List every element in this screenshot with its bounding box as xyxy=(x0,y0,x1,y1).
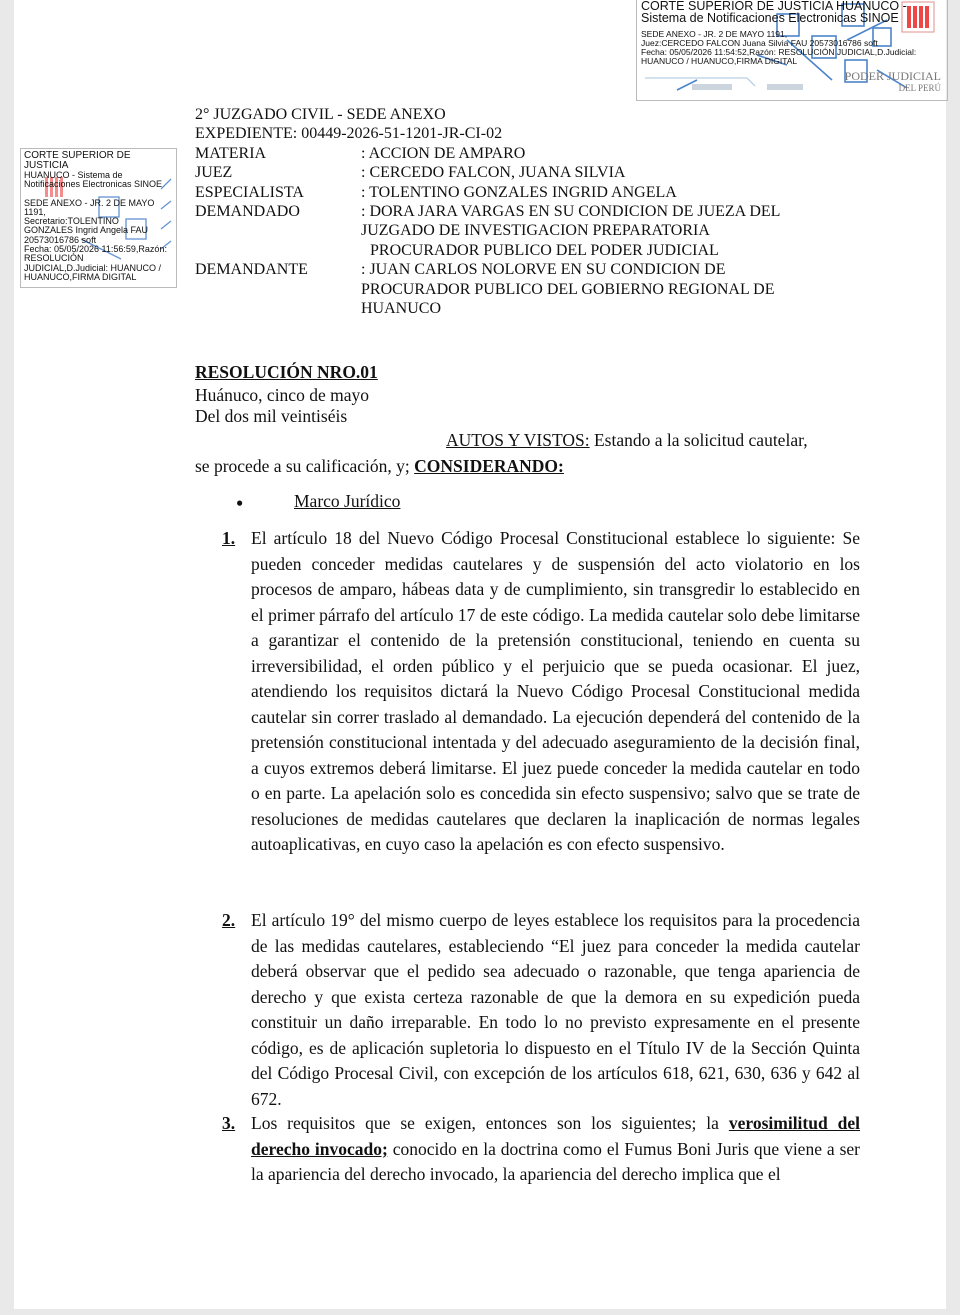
header-value: : TOLENTINO GONZALES INGRID ANGELA xyxy=(361,183,677,201)
autos-text-2: se procede a su calificación, y; xyxy=(195,456,415,476)
header-row-demandante xyxy=(195,260,855,318)
stamp-line: JUDICIAL,D.Judicial: HUANUCO / xyxy=(24,262,162,273)
stamp-line: 1191, xyxy=(24,206,46,217)
poder-judicial-logo xyxy=(845,70,941,94)
header-row-demandado xyxy=(195,202,855,260)
case-number: EXPEDIENTE: 00449-2026-51-1201-JR-CI-02 xyxy=(195,125,503,143)
header-row-especialista xyxy=(195,183,855,202)
header-value: : DORA JARA VARGAS EN SU CONDICION DE JUEZA DEL xyxy=(361,203,781,221)
header-row-materia xyxy=(195,144,855,163)
item-text xyxy=(251,1111,860,1188)
resolution-place: Huánuco, cinco de mayo xyxy=(195,385,369,405)
header-value-cont: JUZGADO DE INVESTIGACION PREPARATORIA xyxy=(361,222,710,240)
header-label: DEMANDADO xyxy=(195,203,300,221)
section-heading xyxy=(236,491,901,512)
header-value-block xyxy=(361,260,855,318)
header-value-cont: PROCURADOR PUBLICO DEL GOBIERNO REGIONAL DE xyxy=(361,280,775,298)
stamp-line: HUANUCO / HUANUCO,FIRMA DIGITAL xyxy=(641,56,798,66)
stamp-line: CORTE SUPERIOR DE JUSTICIA xyxy=(24,150,131,171)
item-number: 3. xyxy=(222,1113,236,1133)
stamp-line: Notificaciones Electronicas SINOE xyxy=(24,179,163,190)
autos-text: Estando a la solicitud cautelar, xyxy=(589,430,808,450)
header-row-juez xyxy=(195,163,855,182)
stamp-line: Fecha: 05/05/2026 11:56:59,Razón: xyxy=(24,244,167,255)
stamp-line: HUANUCO,FIRMA DIGITAL xyxy=(24,271,137,282)
item-number: 1. xyxy=(222,528,236,548)
item-text-a: Los requisitos que se exigen, entonces son los siguientes; la xyxy=(251,1113,729,1133)
header-value-cont: PROCURADOR PUBLICO DEL PODER JUDICIAL xyxy=(370,241,719,259)
stamp-line: Fecha: 05/05/2026 11:54:52,Razón: RESOLUCIÓN JUDICIAL,D.Judicial: xyxy=(641,47,917,57)
header-label: DEMANDANTE xyxy=(195,261,308,279)
header-value: : CERCEDO FALCON, JUANA SILVIA xyxy=(361,164,626,182)
considerando-item-3 xyxy=(222,1111,860,1188)
header-label: ESPECIALISTA xyxy=(195,183,304,201)
court-name: 2° JUZGADO CIVIL - SEDE ANEXO xyxy=(195,106,446,123)
header-value-block xyxy=(361,202,855,260)
considerando-item-2 xyxy=(222,908,860,1112)
document-page xyxy=(14,0,946,1309)
autos-label: AUTOS Y VISTOS: xyxy=(446,430,590,450)
stamp-line: Secretario:TOLENTINO xyxy=(24,216,119,227)
stamp-line: SEDE ANEXO - JR. 2 DE MAYO 1191, xyxy=(641,29,788,39)
item-text: El artículo 19° del mismo cuerpo de leyes establece los requisitos para la procedencia de las medidas cautelares, estableciendo “El juez para conceder la medida cautelar deberá observar que el pedido sea adecuado o razonable, que tenga apariencia de derecho y que exista certeza razonable de que la demora en su expedición pueda constituir un daño irreparable. En todo lo no previsto expresamente en el presente código, es de aplicación supletoria lo dispuesto en el Título IV de la Sección Quinta del Código Procesal Civil, con excepción de los artículos 618, 621, 630, 636 y 642 al 672. xyxy=(251,910,860,1109)
stamp-line: 20573016786 soft xyxy=(24,234,97,245)
considerando-item-1 xyxy=(222,526,860,858)
logo-line: DEL PERÚ xyxy=(898,83,941,93)
header-label: MATERIA xyxy=(195,144,267,162)
digital-signature-stamp-secretary xyxy=(20,148,177,288)
stamp-line: GONZALES Ingrid Angela FAU xyxy=(24,225,149,236)
considerando-label: CONSIDERANDO: xyxy=(414,456,564,476)
stamp-line: SEDE ANEXO - JR. 2 DE MAYO xyxy=(24,197,155,208)
autos-first-line xyxy=(195,427,860,453)
header-value: : ACCION DE AMPARO xyxy=(361,144,526,162)
logo-line: PODER JUDICIAL xyxy=(844,69,941,83)
section-heading-text: Marco Jurídico xyxy=(294,491,401,511)
stamp-line: RESOLUCIÓN xyxy=(24,253,84,264)
resolution-title: RESOLUCIÓN NRO.01 xyxy=(195,362,378,382)
case-header xyxy=(195,105,855,318)
digital-signature-stamp-judge xyxy=(636,0,948,101)
item-emphasis: verosimilitud del derecho invocado; xyxy=(251,1113,860,1159)
item-number: 2. xyxy=(222,910,236,930)
item-text-b: conocido en la doctrina como el Fumus Boni Juris que viene a ser la apariencia del derecho invocado, la apariencia del derecho implica que el xyxy=(251,1138,860,1184)
item-text: El artículo 18 del Nuevo Código Procesal Constitucional establece lo siguiente: Se pueden conceder medidas cautelares y de suspensión del acto violatorio en los procesos de amparo, hábeas data y de cumplimiento, sin transgredir lo establecido en el primer párrafo del artículo 17 de este código. La medida cautelar solo debe limitarse a garantizar el contenido de la pretensión constitucional, teniendo en cuenta su irreversibilidad, el orden público y el perjuicio que se pueda ocasionar. El juez, atendiendo los requisitos dictará la Nuevo Código Procesal Constitucional medida cautelar sin correr traslado al demandado. La ejecución dependerá del contenido de la pretensión constitucional intentada y del adecuado aseguramiento de la decisión final, a cuyos extremos deberá limitarse. El juez puede conceder la medida cautelar en todo o en parte. La apelación solo es concedida sin efecto suspensivo; salvo que se trate de resoluciones de medidas cautelares que declaren la inaplicación de normas legales autoaplicativas, en cuyo caso la apelación es con efecto suspensivo. xyxy=(251,528,860,854)
stamp-line: Sistema de Notificaciones Electronicas SINOE xyxy=(641,11,899,25)
stamp-line: Juez:CERCEDO FALCON Juana Silvia FAU 20573016786 soft xyxy=(641,38,878,48)
header-label: JUEZ xyxy=(195,164,233,182)
stamp-line: CORTE SUPERIOR DE JUSTICIA HUANUCO - xyxy=(641,0,907,13)
bullet-icon: ● xyxy=(236,495,244,510)
header-value-cont: HUANUCO xyxy=(361,300,441,318)
resolution-date: Del dos mil veintiséis xyxy=(195,406,348,426)
header-value: : JUAN CARLOS NOLORVE EN SU CONDICION DE xyxy=(361,261,726,279)
autos-y-vistos-paragraph xyxy=(195,427,860,479)
stamp-line: HUANUCO - Sistema de xyxy=(24,170,123,180)
